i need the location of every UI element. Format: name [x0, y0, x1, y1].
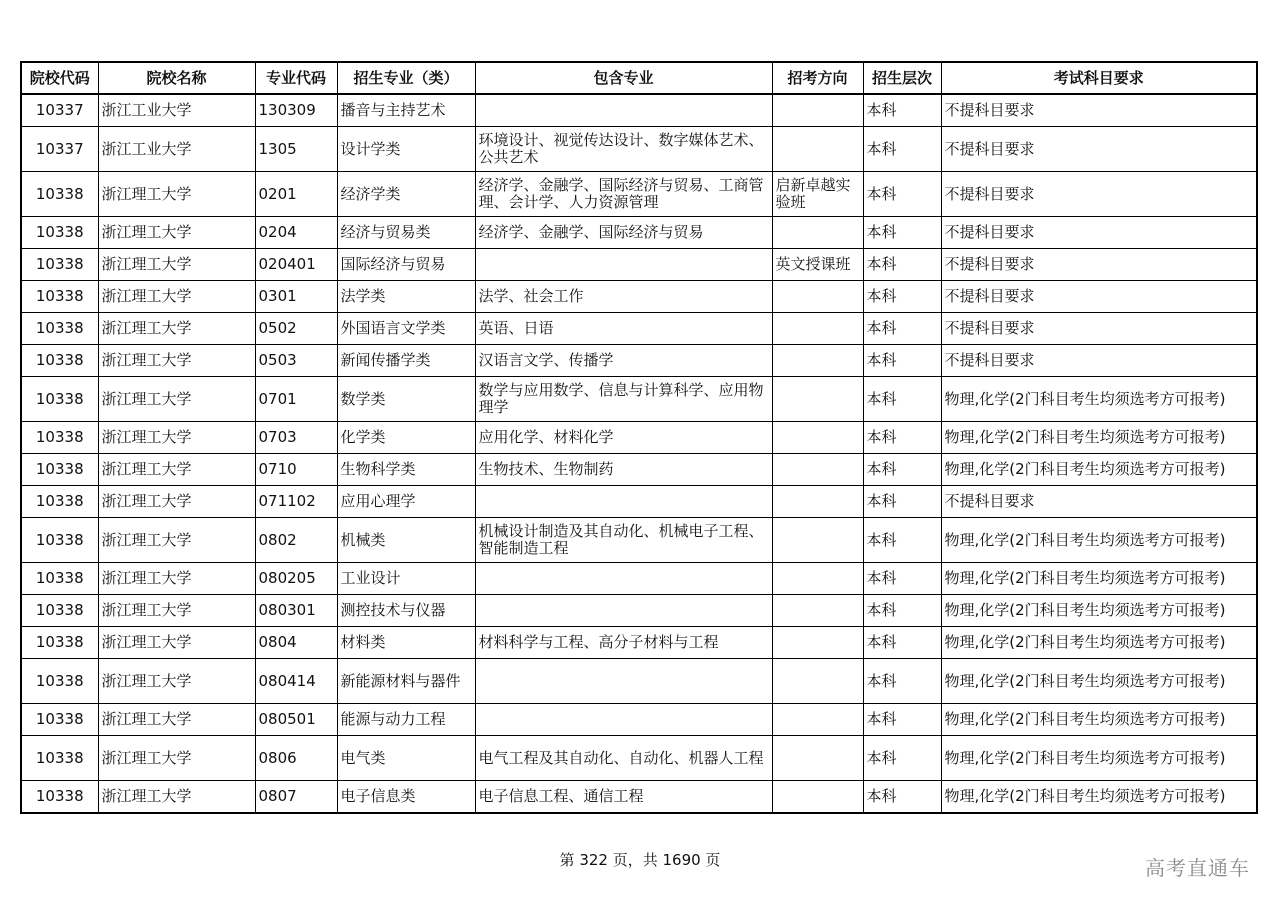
- cell-direction: [772, 281, 863, 313]
- cell-school-code: 10338: [21, 627, 98, 659]
- table-row: [21, 281, 1257, 313]
- cell-requirement: 物理,化学(2门科目考生均须选考方可报考): [941, 781, 1257, 814]
- table-row: [21, 595, 1257, 627]
- cell-requirement: 不提科目要求: [941, 281, 1257, 313]
- cell-requirement: 不提科目要求: [941, 217, 1257, 249]
- cell-level: 本科: [863, 454, 941, 486]
- cell-school-name: 浙江理工大学: [98, 563, 255, 595]
- cell-major: 设计学类: [337, 127, 475, 172]
- cell-direction: [772, 345, 863, 377]
- table-row: [21, 781, 1257, 814]
- cell-major-code: 0806: [255, 736, 337, 781]
- table-row: [21, 422, 1257, 454]
- cell-school-name: 浙江理工大学: [98, 217, 255, 249]
- cell-school-code: 10338: [21, 377, 98, 422]
- cell-major: 电子信息类: [337, 781, 475, 814]
- cell-direction: [772, 781, 863, 814]
- admissions-table-sheet: [20, 61, 1256, 814]
- page-number: 第 322 页，共 1690 页: [559, 851, 721, 869]
- cell-school-name: 浙江理工大学: [98, 377, 255, 422]
- cell-major-code: 0301: [255, 281, 337, 313]
- cell-major: 数学类: [337, 377, 475, 422]
- cell-requirement: 物理,化学(2门科目考生均须选考方可报考): [941, 454, 1257, 486]
- cell-level: 本科: [863, 127, 941, 172]
- cell-school-name: 浙江工业大学: [98, 127, 255, 172]
- cell-level: 本科: [863, 422, 941, 454]
- cell-school-code: 10338: [21, 281, 98, 313]
- cell-includes: 汉语言文学、传播学: [475, 345, 772, 377]
- cell-includes: 电气工程及其自动化、自动化、机器人工程: [475, 736, 772, 781]
- cell-includes: [475, 486, 772, 518]
- cell-school-name: 浙江理工大学: [98, 736, 255, 781]
- cell-major-code: 0502: [255, 313, 337, 345]
- cell-includes: 法学、社会工作: [475, 281, 772, 313]
- cell-level: 本科: [863, 518, 941, 563]
- table-row: [21, 172, 1257, 217]
- cell-major-code: 0703: [255, 422, 337, 454]
- cell-direction: [772, 377, 863, 422]
- cell-major: 外国语言文学类: [337, 313, 475, 345]
- cell-school-code: 10338: [21, 704, 98, 736]
- cell-requirement: 物理,化学(2门科目考生均须选考方可报考): [941, 627, 1257, 659]
- cell-major: 经济与贸易类: [337, 217, 475, 249]
- cell-level: 本科: [863, 313, 941, 345]
- cell-school-name: 浙江理工大学: [98, 659, 255, 704]
- cell-major: 应用心理学: [337, 486, 475, 518]
- cell-direction: [772, 217, 863, 249]
- cell-includes: 数学与应用数学、信息与计算科学、应用物理学: [475, 377, 772, 422]
- cell-major: 测控技术与仪器: [337, 595, 475, 627]
- cell-requirement: 物理,化学(2门科目考生均须选考方可报考): [941, 377, 1257, 422]
- header-major-code: 专业代码: [255, 62, 337, 94]
- cell-school-name: 浙江理工大学: [98, 313, 255, 345]
- cell-school-name: 浙江理工大学: [98, 704, 255, 736]
- cell-school-code: 10338: [21, 781, 98, 814]
- table-row: [21, 627, 1257, 659]
- watermark-text: 高考直通车: [1145, 856, 1250, 880]
- cell-includes: 环境设计、视觉传达设计、数字媒体艺术、公共艺术: [475, 127, 772, 172]
- cell-includes: 经济学、金融学、国际经济与贸易: [475, 217, 772, 249]
- cell-requirement: 不提科目要求: [941, 345, 1257, 377]
- cell-level: 本科: [863, 377, 941, 422]
- cell-major: 播音与主持艺术: [337, 94, 475, 127]
- cell-direction: [772, 94, 863, 127]
- cell-direction: 启新卓越实验班: [772, 172, 863, 217]
- cell-direction: [772, 486, 863, 518]
- table-row: [21, 127, 1257, 172]
- cell-requirement: 物理,化学(2门科目考生均须选考方可报考): [941, 704, 1257, 736]
- cell-major: 材料类: [337, 627, 475, 659]
- cell-major: 能源与动力工程: [337, 704, 475, 736]
- cell-school-code: 10338: [21, 563, 98, 595]
- table-row: [21, 659, 1257, 704]
- cell-requirement: 不提科目要求: [941, 94, 1257, 127]
- cell-major-code: 071102: [255, 486, 337, 518]
- table-row: [21, 377, 1257, 422]
- cell-includes: 材料科学与工程、高分子材料与工程: [475, 627, 772, 659]
- cell-school-name: 浙江理工大学: [98, 486, 255, 518]
- cell-direction: [772, 595, 863, 627]
- table-body: [21, 94, 1257, 813]
- cell-requirement: 物理,化学(2门科目考生均须选考方可报考): [941, 736, 1257, 781]
- cell-level: 本科: [863, 781, 941, 814]
- cell-direction: [772, 518, 863, 563]
- cell-school-code: 10337: [21, 94, 98, 127]
- cell-level: 本科: [863, 595, 941, 627]
- cell-major: 新能源材料与器件: [337, 659, 475, 704]
- cell-major: 电气类: [337, 736, 475, 781]
- cell-includes: [475, 249, 772, 281]
- cell-requirement: 不提科目要求: [941, 486, 1257, 518]
- cell-level: 本科: [863, 172, 941, 217]
- cell-major: 化学类: [337, 422, 475, 454]
- cell-direction: [772, 563, 863, 595]
- cell-direction: [772, 422, 863, 454]
- table-header-row: [21, 62, 1257, 94]
- cell-includes: 生物技术、生物制药: [475, 454, 772, 486]
- cell-school-code: 10338: [21, 595, 98, 627]
- cell-major-code: 080205: [255, 563, 337, 595]
- cell-major-code: 080301: [255, 595, 337, 627]
- table-row: [21, 217, 1257, 249]
- cell-requirement: 物理,化学(2门科目考生均须选考方可报考): [941, 563, 1257, 595]
- cell-requirement: 不提科目要求: [941, 313, 1257, 345]
- cell-major-code: 080414: [255, 659, 337, 704]
- table-row: [21, 345, 1257, 377]
- cell-major: 生物科学类: [337, 454, 475, 486]
- cell-level: 本科: [863, 563, 941, 595]
- cell-major: 新闻传播学类: [337, 345, 475, 377]
- cell-major-code: 0701: [255, 377, 337, 422]
- cell-requirement: 物理,化学(2门科目考生均须选考方可报考): [941, 422, 1257, 454]
- cell-direction: [772, 736, 863, 781]
- cell-school-name: 浙江理工大学: [98, 345, 255, 377]
- cell-direction: [772, 454, 863, 486]
- cell-major-code: 020401: [255, 249, 337, 281]
- cell-level: 本科: [863, 249, 941, 281]
- cell-direction: [772, 704, 863, 736]
- cell-major: 经济学类: [337, 172, 475, 217]
- cell-level: 本科: [863, 345, 941, 377]
- cell-major-code: 0804: [255, 627, 337, 659]
- cell-includes: [475, 563, 772, 595]
- cell-school-code: 10338: [21, 313, 98, 345]
- cell-school-name: 浙江理工大学: [98, 518, 255, 563]
- cell-requirement: 不提科目要求: [941, 127, 1257, 172]
- cell-school-code: 10338: [21, 518, 98, 563]
- cell-school-name: 浙江理工大学: [98, 781, 255, 814]
- cell-major-code: 1305: [255, 127, 337, 172]
- cell-major: 工业设计: [337, 563, 475, 595]
- table-row: [21, 518, 1257, 563]
- cell-includes: [475, 659, 772, 704]
- cell-direction: 英文授课班: [772, 249, 863, 281]
- cell-school-code: 10337: [21, 127, 98, 172]
- cell-school-name: 浙江理工大学: [98, 422, 255, 454]
- cell-level: 本科: [863, 659, 941, 704]
- cell-school-code: 10338: [21, 736, 98, 781]
- cell-level: 本科: [863, 627, 941, 659]
- header-school-code: 院校代码: [21, 62, 98, 94]
- cell-major-code: 0802: [255, 518, 337, 563]
- cell-requirement: 物理,化学(2门科目考生均须选考方可报考): [941, 518, 1257, 563]
- cell-school-code: 10338: [21, 659, 98, 704]
- cell-direction: [772, 313, 863, 345]
- cell-major-code: 080501: [255, 704, 337, 736]
- header-school-name: 院校名称: [98, 62, 255, 94]
- cell-requirement: 不提科目要求: [941, 172, 1257, 217]
- cell-major: 机械类: [337, 518, 475, 563]
- cell-includes: 机械设计制造及其自动化、机械电子工程、智能制造工程: [475, 518, 772, 563]
- cell-requirement: 物理,化学(2门科目考生均须选考方可报考): [941, 659, 1257, 704]
- table-row: [21, 486, 1257, 518]
- table-row: [21, 704, 1257, 736]
- admissions-table: [20, 61, 1258, 814]
- cell-level: 本科: [863, 217, 941, 249]
- cell-includes: 英语、日语: [475, 313, 772, 345]
- cell-major-code: 0710: [255, 454, 337, 486]
- cell-school-name: 浙江理工大学: [98, 172, 255, 217]
- cell-level: 本科: [863, 736, 941, 781]
- cell-school-name: 浙江理工大学: [98, 249, 255, 281]
- cell-school-name: 浙江理工大学: [98, 281, 255, 313]
- cell-includes: 电子信息工程、通信工程: [475, 781, 772, 814]
- cell-school-code: 10338: [21, 345, 98, 377]
- cell-major-code: 0503: [255, 345, 337, 377]
- cell-includes: [475, 704, 772, 736]
- table-row: [21, 736, 1257, 781]
- cell-major-code: 0201: [255, 172, 337, 217]
- header-level: 招生层次: [863, 62, 941, 94]
- cell-major-code: 0807: [255, 781, 337, 814]
- cell-school-code: 10338: [21, 172, 98, 217]
- cell-includes: [475, 595, 772, 627]
- header-requirement: 考试科目要求: [941, 62, 1257, 94]
- cell-requirement: 不提科目要求: [941, 249, 1257, 281]
- cell-school-code: 10338: [21, 217, 98, 249]
- cell-school-code: 10338: [21, 486, 98, 518]
- cell-school-code: 10338: [21, 454, 98, 486]
- cell-major-code: 0204: [255, 217, 337, 249]
- cell-major: 法学类: [337, 281, 475, 313]
- header-major: 招生专业（类）: [337, 62, 475, 94]
- cell-school-name: 浙江工业大学: [98, 94, 255, 127]
- cell-direction: [772, 127, 863, 172]
- table-row: [21, 249, 1257, 281]
- cell-requirement: 物理,化学(2门科目考生均须选考方可报考): [941, 595, 1257, 627]
- cell-includes: 应用化学、材料化学: [475, 422, 772, 454]
- cell-school-name: 浙江理工大学: [98, 595, 255, 627]
- header-direction: 招考方向: [772, 62, 863, 94]
- table-row: [21, 563, 1257, 595]
- cell-school-code: 10338: [21, 422, 98, 454]
- cell-includes: [475, 94, 772, 127]
- cell-direction: [772, 659, 863, 704]
- cell-includes: 经济学、金融学、国际经济与贸易、工商管理、会计学、人力资源管理: [475, 172, 772, 217]
- cell-major: 国际经济与贸易: [337, 249, 475, 281]
- cell-school-code: 10338: [21, 249, 98, 281]
- cell-level: 本科: [863, 704, 941, 736]
- cell-school-name: 浙江理工大学: [98, 627, 255, 659]
- table-row: [21, 454, 1257, 486]
- cell-major-code: 130309: [255, 94, 337, 127]
- cell-direction: [772, 627, 863, 659]
- cell-level: 本科: [863, 281, 941, 313]
- cell-school-name: 浙江理工大学: [98, 454, 255, 486]
- table-row: [21, 94, 1257, 127]
- table-row: [21, 313, 1257, 345]
- cell-level: 本科: [863, 94, 941, 127]
- cell-level: 本科: [863, 486, 941, 518]
- header-includes: 包含专业: [475, 62, 772, 94]
